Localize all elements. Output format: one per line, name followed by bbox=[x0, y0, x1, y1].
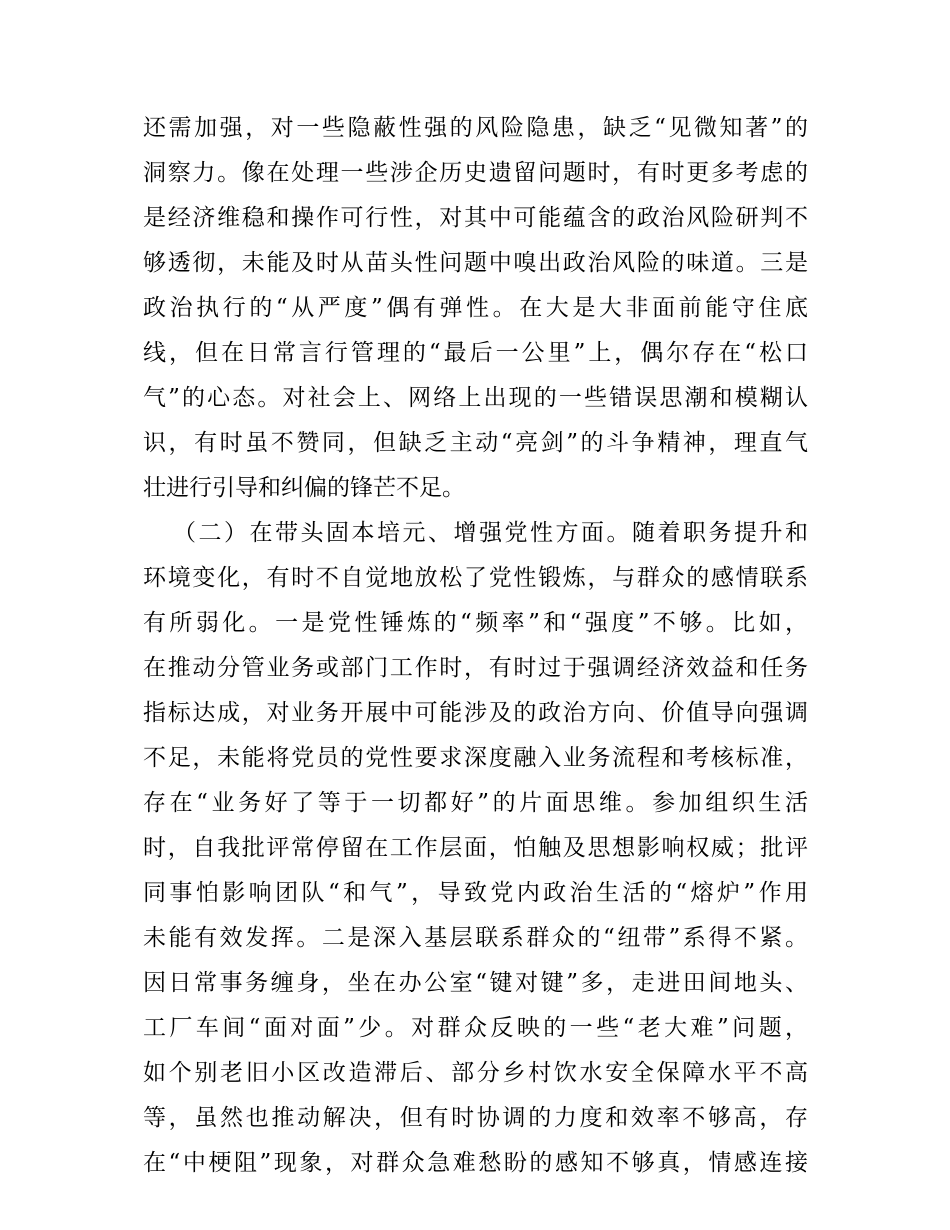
text-line: 够透彻，未能及时从苗头性问题中嗅出政治风险的味道。三是 bbox=[143, 250, 808, 276]
text-line: 洞察力。像在处理一些涉企历史遗留问题时，有时更多考虑的 bbox=[143, 160, 808, 186]
text-line: 气”的心态。对社会上、网络上出现的一些错误思潮和模糊认 bbox=[143, 385, 808, 411]
paragraph bbox=[143, 106, 808, 511]
text-line: 等，虽然也推动解决，但有时协调的力度和效率不够高，存 bbox=[143, 1105, 808, 1131]
text-line: 有所弱化。一是党性锤炼的“频率”和“强度”不够。比如， bbox=[143, 610, 808, 636]
text-line: 工厂车间“面对面”少。对群众反映的一些“老大难”问题， bbox=[143, 1015, 808, 1041]
text-line: 线，但在日常言行管理的“最后一公里”上，偶尔存在“松口 bbox=[143, 340, 808, 366]
text-line: 是经济维稳和操作可行性，对其中可能蕴含的政治风险研判不 bbox=[143, 205, 808, 231]
text-line: 指标达成，对业务开展中可能涉及的政治方向、价值导向强调 bbox=[143, 700, 808, 726]
text-line: 时，自我批评常停留在工作层面，怕触及思想影响权威；批评 bbox=[143, 835, 808, 861]
section-heading-line: （二）在带头固本培元、增强党性方面。随着职务提升和 bbox=[173, 520, 808, 546]
text-line: 未能有效发挥。二是深入基层联系群众的“纽带”系得不紧。 bbox=[143, 925, 808, 951]
text-line: 同事怕影响团队“和气”，导致党内政治生活的“熔炉”作用 bbox=[143, 880, 808, 906]
text-line: 不足，未能将党员的党性要求深度融入业务流程和考核标准， bbox=[143, 745, 808, 771]
text-line: 在推动分管业务或部门工作时，有时过于强调经济效益和任务 bbox=[143, 655, 808, 681]
paragraph bbox=[143, 511, 808, 1186]
text-line: 存在“业务好了等于一切都好”的片面思维。参加组织生活 bbox=[143, 790, 808, 816]
text-line: 在“中梗阻”现象，对群众急难愁盼的感知不够真，情感连接 bbox=[143, 1150, 808, 1176]
document-page bbox=[143, 106, 808, 1186]
text-line: 如个别老旧小区改造滞后、部分乡村饮水安全保障水平不高 bbox=[143, 1060, 808, 1086]
text-line: 环境变化，有时不自觉地放松了党性锻炼，与群众的感情联系 bbox=[143, 565, 808, 591]
text-line: 还需加强，对一些隐蔽性强的风险隐患，缺乏“见微知著”的 bbox=[143, 115, 808, 141]
text-line: 因日常事务缠身，坐在办公室“键对键”多，走进田间地头、 bbox=[143, 970, 808, 996]
text-line: 识，有时虽不赞同，但缺乏主动“亮剑”的斗争精神，理直气 bbox=[143, 430, 808, 456]
text-line: 壮进行引导和纠偏的锋芒不足。 bbox=[143, 475, 465, 501]
text-line: 政治执行的“从严度”偶有弹性。在大是大非面前能守住底 bbox=[143, 295, 808, 321]
